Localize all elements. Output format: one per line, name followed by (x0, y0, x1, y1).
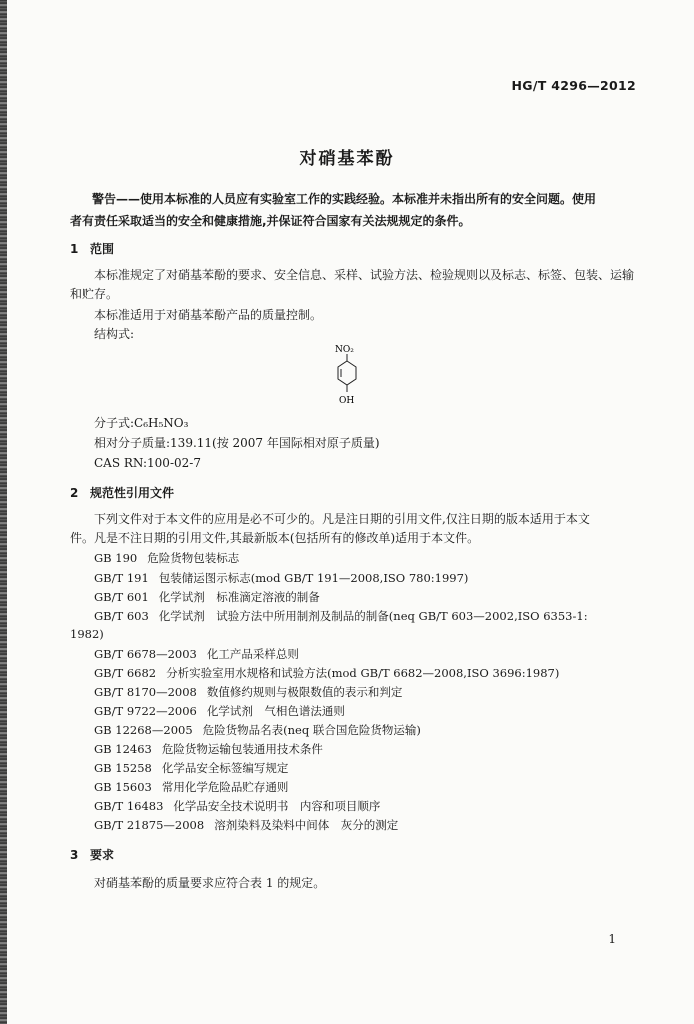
scope-line-2: 和贮存。 (70, 287, 119, 301)
reference-title: 化学品安全标签编写规定 (161, 761, 289, 775)
reference-item (94, 741, 323, 757)
references-intro (70, 510, 634, 548)
reference-title: 危险货物包装标志 (147, 551, 240, 565)
reference-title: 分析实验室用水规格和试验方法(mod GB/T 6682—2008,ISO 3696:1987) (166, 666, 560, 680)
reference-item (94, 665, 559, 681)
reference-title: 常用化学危险品贮存通则 (161, 780, 289, 794)
reference-title: 包装储运图示标志(mod GB/T 191—2008,ISO 780:1997) (158, 571, 469, 585)
reference-item (94, 798, 380, 814)
reference-code: GB 12463 (94, 742, 152, 756)
reference-code: GB/T 6682 (94, 666, 157, 680)
reference-code: GB/T 8170—2008 (94, 685, 197, 699)
reference-title: 化学试剂 标准滴定溶液的制备 (158, 590, 320, 604)
scope-line-1: 本标准规定了对硝基苯酚的要求、安全信息、采样、试验方法、检验规则以及标志、标签、包装、运输 (94, 268, 635, 282)
reference-code: 1982) (70, 627, 104, 641)
reference-code: GB 15603 (94, 780, 152, 794)
reference-code: GB 190 (94, 551, 138, 565)
warning-line-1: 警告——使用本标准的人员应有实验室工作的实践经验。本标准并未指出所有的安全问题。使用 (92, 192, 597, 206)
reference-item (94, 570, 468, 586)
reference-item (94, 817, 398, 833)
section-number: 1 (70, 242, 79, 256)
section-title: 要求 (90, 848, 115, 862)
reference-title: 化学试剂 试验方法中所用制剂及制品的制备(neq GB/T 603—2002,ISO 6353-1: (158, 609, 588, 623)
reference-code: GB/T 603 (94, 609, 149, 623)
reference-code: GB/T 21875—2008 (94, 818, 205, 832)
reference-title: 化学试剂 气相色谱法通则 (206, 704, 345, 718)
structural-formula (318, 340, 378, 412)
reference-title: 危险货物运输包装通用技术条件 (161, 742, 323, 756)
section-number: 2 (70, 486, 79, 500)
section-2-heading (70, 484, 174, 501)
reference-code: GB 15258 (94, 761, 152, 775)
cas-number: CAS RN:100-02-7 (94, 456, 201, 470)
reference-item (94, 684, 402, 700)
reference-title: 数值修约规则与极限数值的表示和判定 (206, 685, 403, 699)
section-3-heading (70, 846, 114, 863)
references-intro-line-1: 下列文件对于本文件的应用是必不可少的。凡是注日期的引用文件,仅注日期的版本适用于本文 (94, 512, 590, 526)
page-title: 对硝基苯酚 (299, 149, 395, 169)
reference-item (94, 589, 320, 605)
scope-paragraph (70, 266, 634, 304)
reference-item (94, 646, 299, 662)
reference-continuation (70, 627, 104, 641)
page-number: 1 (608, 932, 616, 946)
requirements-paragraph: 对硝基苯酚的质量要求应符合表 1 的规定。 (94, 876, 326, 890)
section-title: 规范性引用文件 (90, 486, 175, 500)
hydroxyl-group-label: OH (339, 396, 355, 406)
warning-paragraph (70, 188, 634, 232)
molar-mass: 相对分子质量:139.11(按 2007 年国际相对原子质量) (94, 436, 380, 450)
reference-code: GB/T 16483 (94, 799, 164, 813)
reference-item (94, 760, 288, 776)
reference-item (94, 703, 345, 719)
reference-code: GB/T 9722—2006 (94, 704, 197, 718)
reference-title: 溶剂染料及染料中间体 灰分的测定 (214, 818, 399, 832)
reference-item (94, 608, 588, 624)
section-title: 范围 (90, 242, 115, 256)
reference-code: GB 12268—2005 (94, 723, 193, 737)
section-number: 3 (70, 848, 79, 862)
scope-applicability: 本标准适用于对硝基苯酚产品的质量控制。 (94, 308, 323, 322)
reference-code: GB/T 601 (94, 590, 149, 604)
molecular-formula: 分子式:C₆H₅NO₃ (94, 416, 189, 430)
reference-title: 危险货物品名表(neq 联合国危险货物运输) (202, 723, 421, 737)
reference-item (94, 722, 421, 738)
standard-code: HG/T 4296—2012 (511, 78, 636, 93)
section-1-heading (70, 240, 114, 257)
reference-code: GB/T 6678—2003 (94, 647, 197, 661)
warning-line-2: 者有责任采取适当的安全和健康措施,并保证符合国家有关法规规定的条件。 (70, 214, 471, 228)
reference-code: GB/T 191 (94, 571, 149, 585)
reference-item (94, 779, 288, 795)
structure-label: 结构式: (94, 327, 135, 341)
references-intro-line-2: 件。凡是不注日期的引用文件,其最新版本(包括所有的修改单)适用于本文件。 (70, 531, 480, 545)
reference-title: 化工产品采样总则 (206, 647, 299, 661)
reference-item (94, 550, 239, 566)
nitro-group-label: NO₂ (335, 345, 354, 355)
reference-title: 化学品安全技术说明书 内容和项目顺序 (173, 799, 381, 813)
